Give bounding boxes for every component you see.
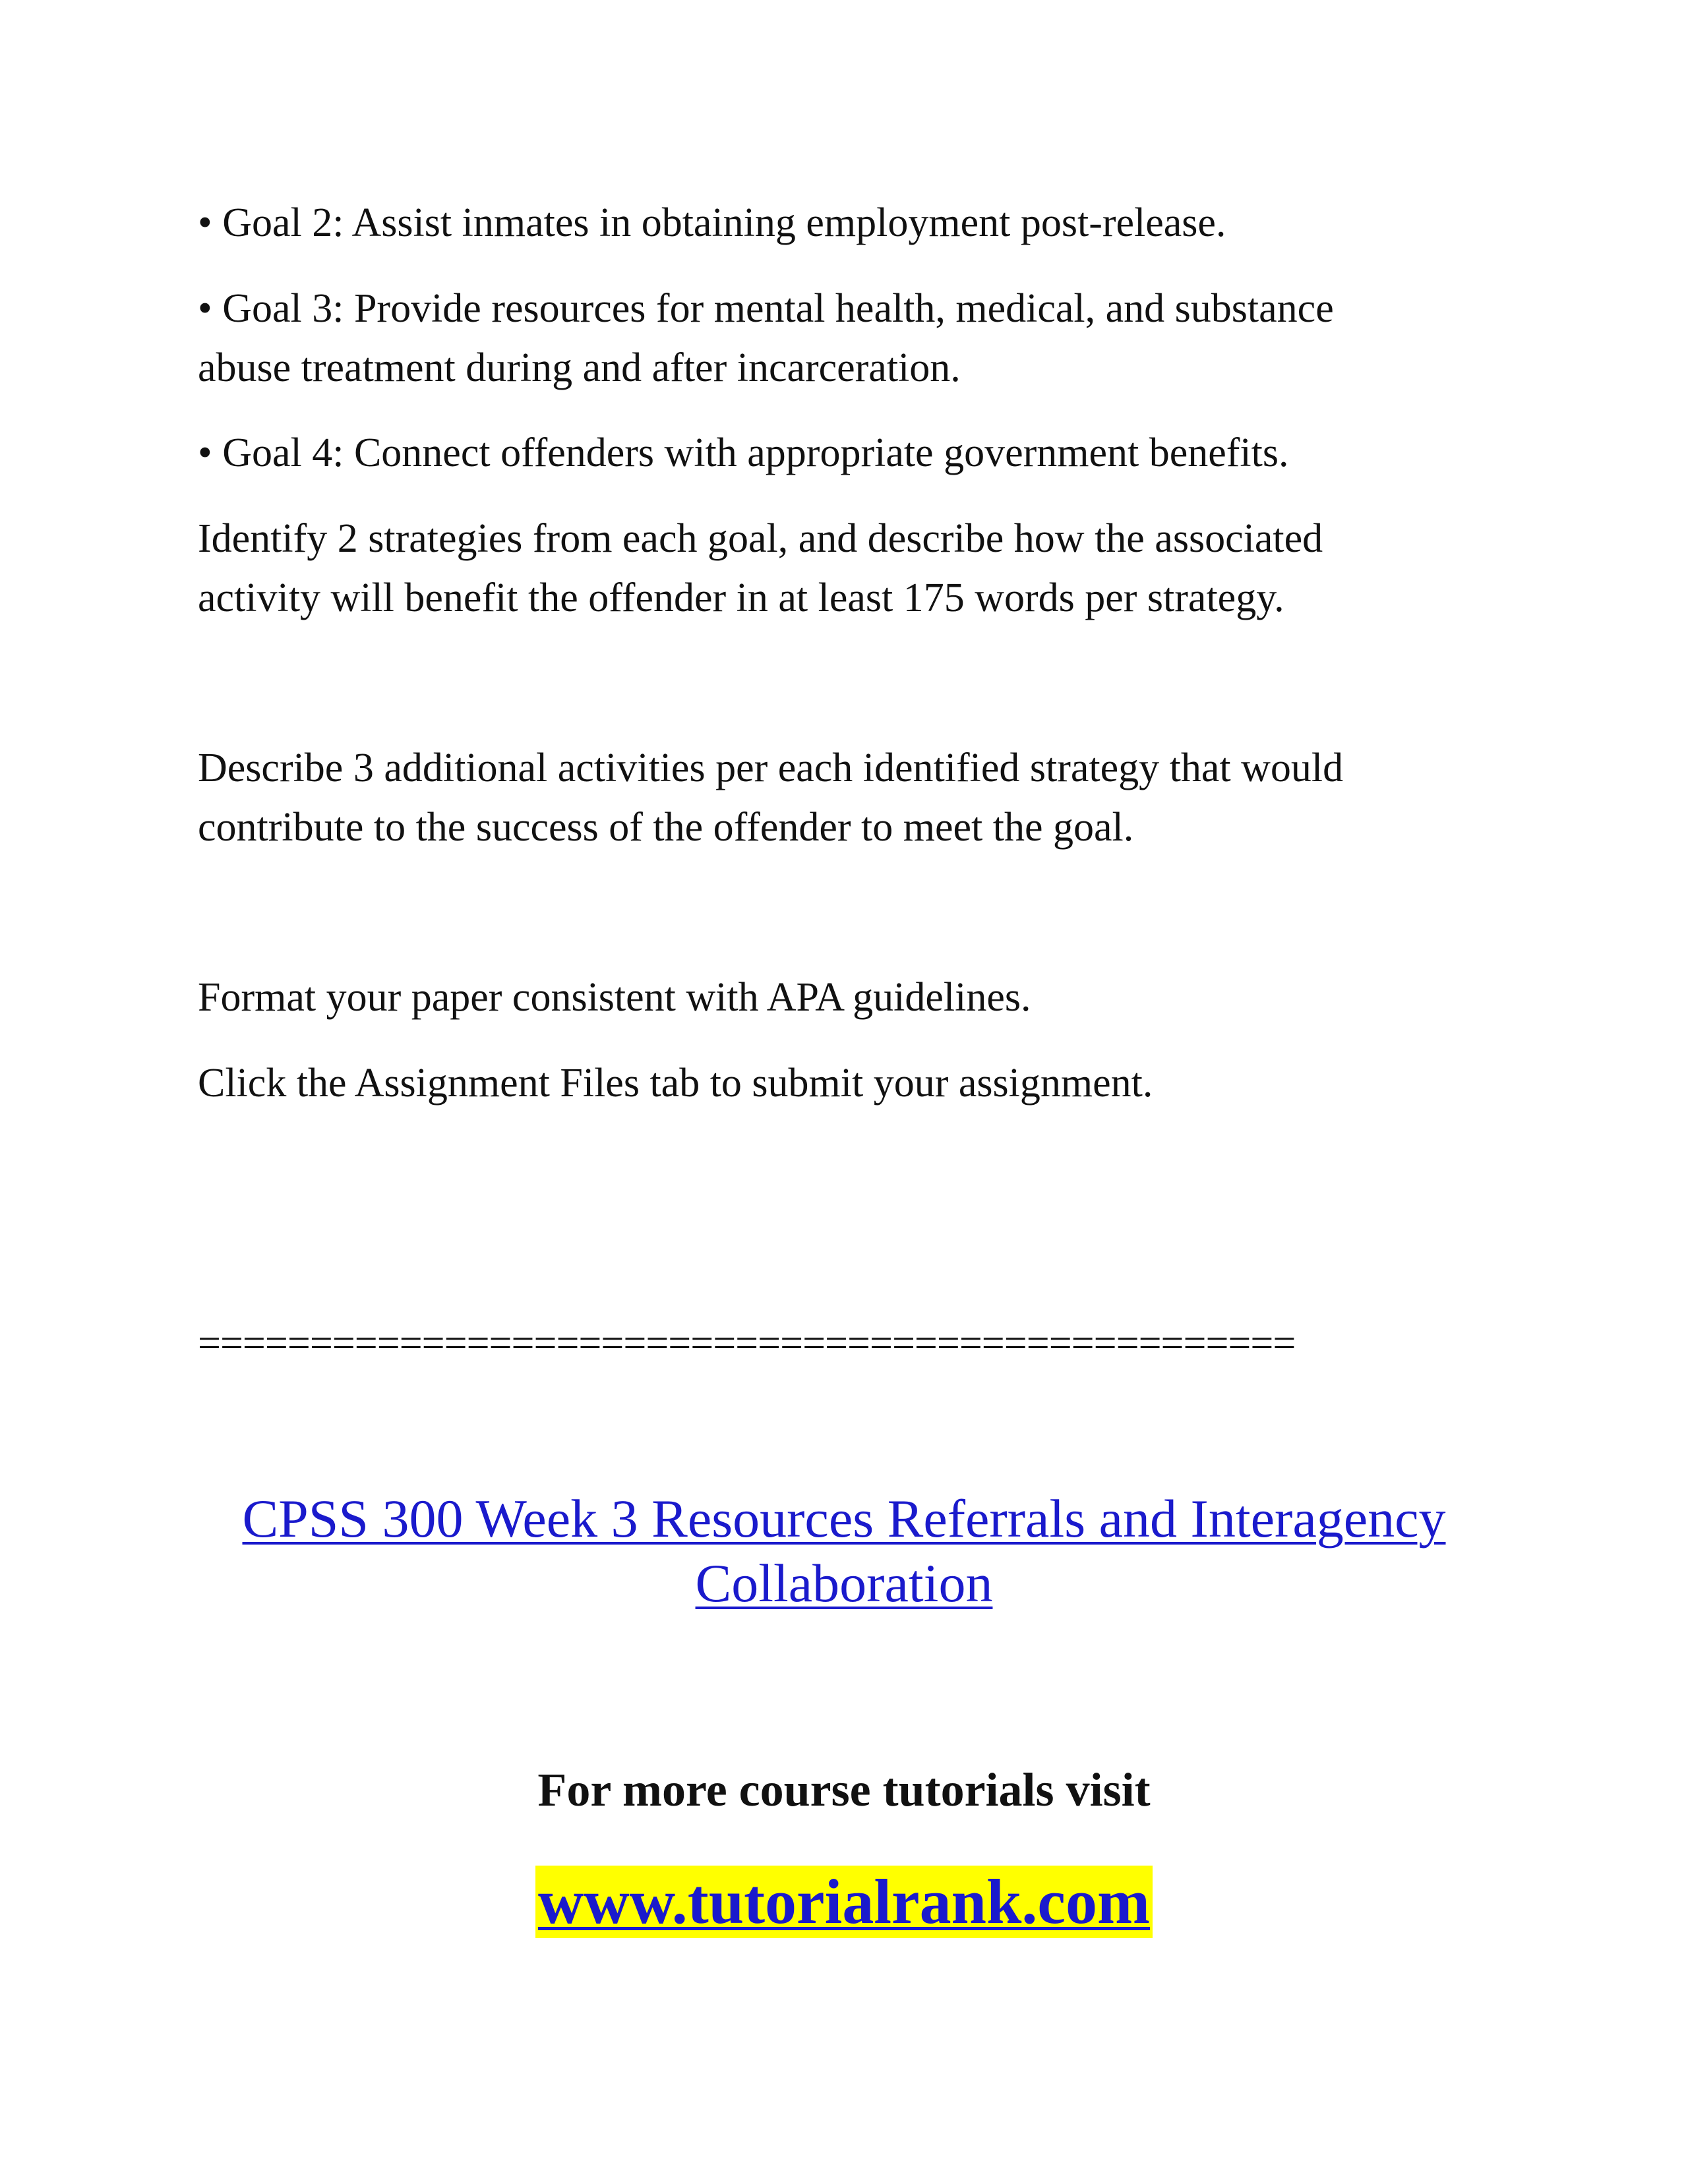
identify-instruction (198, 509, 1490, 628)
course-title-line-1[interactable]: CPSS 300 Week 3 Resources Referrals and Interagency (242, 1489, 1446, 1549)
goal-4-line-1: • Goal 4: Connect offenders with appropriate government benefits. (198, 430, 1289, 475)
goal-3-text (198, 279, 1490, 398)
submit-instruction (198, 1053, 1490, 1113)
tutorialrank-link[interactable]: www.tutorialrank.com (535, 1866, 1153, 1938)
visit-heading: For more course tutorials visit (537, 1763, 1151, 1816)
describe-line-2: contribute to the success of the offender to meet the goal. (198, 805, 1134, 850)
identify-line-2: activity will benefit the offender in at least 175 words per strategy. (198, 576, 1284, 620)
course-title-line-2[interactable]: Collaboration (695, 1553, 993, 1613)
separator-line: ================================================= (198, 1321, 1296, 1366)
goal-3-line-2: abuse treatment during and after incarceration. (198, 345, 961, 390)
goal-2-line-1: • Goal 2: Assist inmates in obtaining employment post-release. (198, 200, 1226, 245)
submit-line: Click the Assignment Files tab to submit your assignment. (198, 1061, 1153, 1106)
identify-line-1: Identify 2 strategies from each goal, and describe how the associated (198, 516, 1323, 561)
describe-instruction (198, 738, 1490, 857)
goal-2-text (198, 193, 1490, 252)
goal-3-line-1: • Goal 3: Provide resources for mental health, medical, and substance (198, 286, 1334, 331)
format-instruction (198, 968, 1490, 1027)
goal-4-text (198, 423, 1490, 483)
site-link-container (0, 1866, 1688, 1938)
format-line: Format your paper consistent with APA guidelines. (198, 975, 1031, 1020)
describe-line-1: Describe 3 additional activities per each identified strategy that would (198, 746, 1344, 790)
course-title-link[interactable] (0, 1487, 1688, 1616)
